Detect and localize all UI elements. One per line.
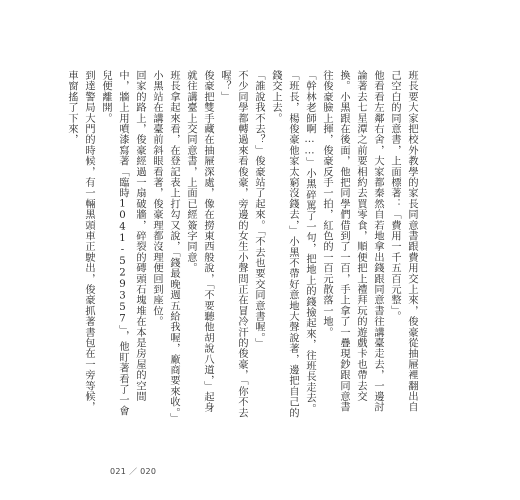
paragraph: 到達警局大門的時候，有一輛黑頭車正駛出，俊豪抓著書包在一旁等候，車窗搖了下來， — [66, 70, 94, 413]
paragraph: 班長拿起來看，在登記表上打勾又說，「錢最晚週五給我喔，廠商要來收。」 — [168, 70, 179, 424]
paragraph: 不少同學都轉過來看俊豪，旁邊的女生小聲問正在冒冷汗的俊豪，「你不去喔？」 — [219, 70, 247, 418]
paragraph: 「誰說我不去？」俊豪站了起來。「不去也要交同意書喔。」 — [253, 70, 264, 349]
vertical-body-text — [66, 70, 420, 424]
page-number: 021 ／ 020 — [110, 467, 157, 476]
paragraph: 回家的路上，俊豪經過一扇破牆，碎裂的磚頭石塊堆在本是房屋的空間中，牆上用噴漆寫著「臨時1041-529357」，他盯著看了一會兒便離開。 — [100, 70, 145, 417]
paragraph: 「幹林老師啊……」小黑碎罵了一句，把地上的錢撿起來，往班長走去。 — [304, 70, 315, 414]
paragraph: 他看看左鄰右舍，大家都秦然自若地拿出錢跟同意書往講臺走去，一邊討論著去七星潭之前要相約去買零食，順便把上禮拜玩的遊戲卡也帶去交換。小黑跟在後面，他把同學們借到了一百，手上拿了一疊現鈔跟同意書往俊豪臉上揮，俊豪反手一拍，紅色的一百元散落一地。 — [321, 70, 383, 413]
paragraph: 班長要大家把校外教學的家長同意書跟費用交上來，俊豪從抽屜裡翻出自己空白的同意書，上面標著：「費用一千五百元整」。 — [389, 70, 417, 413]
paragraph: 俊豪把雙手藏在抽屜深處，像在撈東西般說，「不要聽他胡說八道，」起身就往講臺上交同意書，上面已經簽字同意。 — [185, 70, 213, 413]
paragraph: 「班長，楊俊豪他家太窮沒錢去，」小黑不帶好意地大聲說著，邊把自己的錢交上去。 — [270, 70, 298, 418]
paragraph: 小黑站在講臺前斜眼看著，俊豪理都沒理便回到座位。 — [151, 70, 162, 327]
